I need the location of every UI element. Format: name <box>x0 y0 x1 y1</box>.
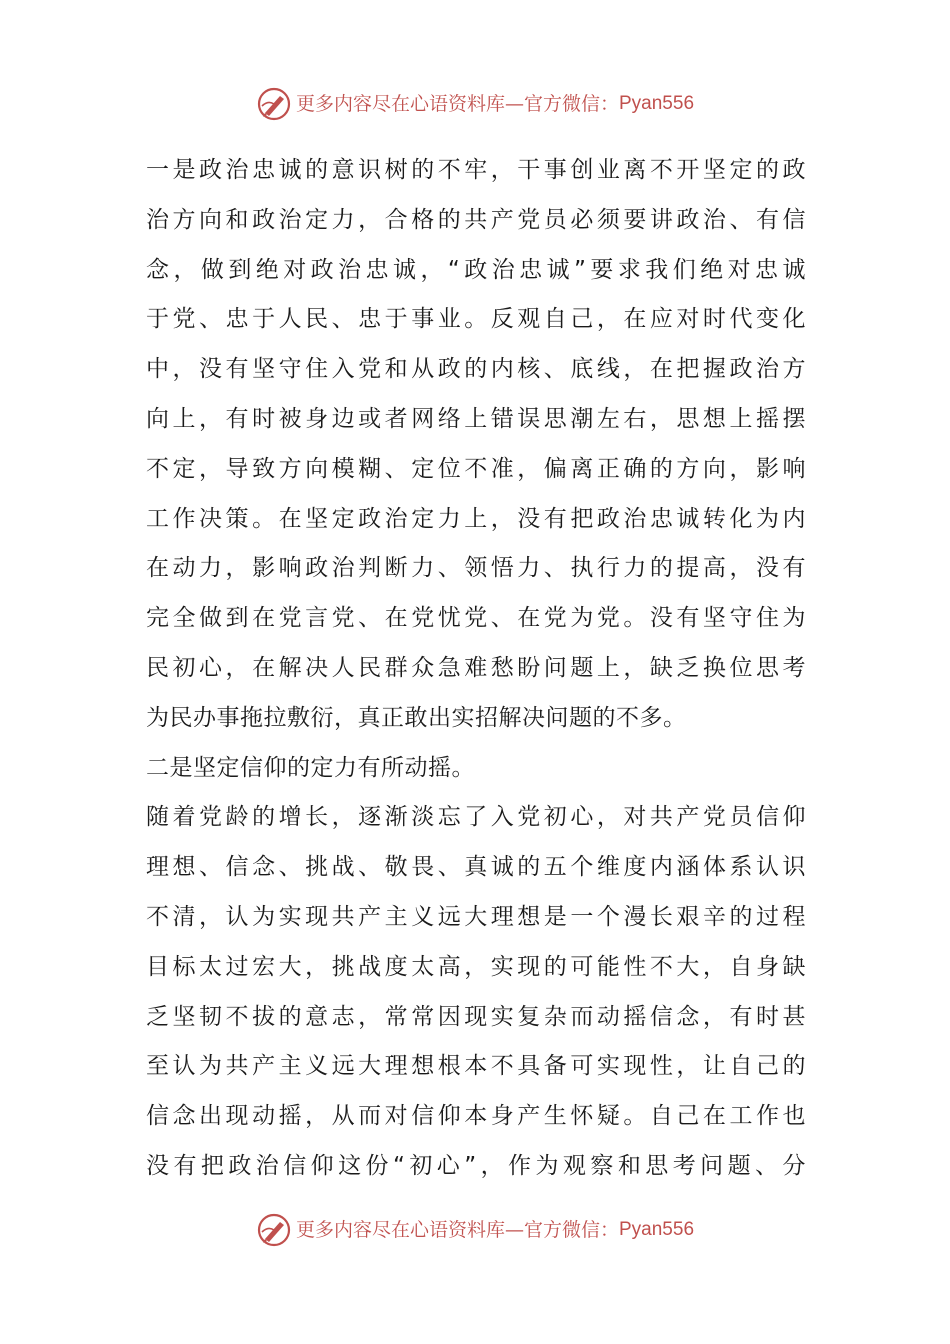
pen-logo-icon <box>256 1212 292 1248</box>
watermark-wechat-label: 官方微信： <box>523 93 619 115</box>
text-line: 念，做到绝对政治忠诚，“政治忠诚”要求我们绝对忠诚 <box>146 256 806 283</box>
watermark-wechat-label: 官方微信： <box>523 1219 619 1241</box>
text-line: 为民办事拖拉敷衍，真正敢出实招解决问题的不多。 <box>146 704 687 731</box>
text-line: 目标太过宏大，挑战度太高，实现的可能性不大，自身缺 <box>146 953 806 980</box>
watermark-wechat-id: Pyan556 <box>619 93 695 114</box>
watermark-wechat-id: Pyan556 <box>619 1219 695 1240</box>
watermark-main-text: 更多内容尽在心语资料库 <box>295 93 505 115</box>
text-line: 乏坚韧不拔的意志，常常因现实复杂而动摇信念，有时甚 <box>146 1003 806 1030</box>
body-text <box>146 146 806 1192</box>
section-heading: 二是坚定信仰的定力有所动摇。 <box>146 754 475 781</box>
pen-logo-icon <box>256 86 292 122</box>
text-line: 没有把政治信仰这份“初心”，作为观察和思考问题、分 <box>146 1152 806 1179</box>
text-line: 理想、信念、挑战、敬畏、真诚的五个维度内涵体系认识 <box>146 854 806 881</box>
text-line: 不清，认为实现共产主义远大理想是一个漫长艰辛的过程 <box>146 903 806 930</box>
watermark-dash: — <box>504 93 524 115</box>
watermark-main-text: 更多内容尽在心语资料库 <box>295 1219 505 1241</box>
text-line: 在动力，影响政治判断力、领悟力、执行力的提高，没有 <box>146 555 806 582</box>
header-watermark <box>0 84 950 124</box>
text-line: 不定，导致方向模糊、定位不准，偏离正确的方向，影响 <box>146 455 806 482</box>
text-line: 中，没有坚守住入党和从政的内核、底线，在把握政治方 <box>146 356 806 383</box>
text-line: 信念出现动摇，从而对信仰本身产生怀疑。自己在工作也 <box>146 1103 806 1130</box>
text-line: 完全做到在党言党、在党忧党、在党为党。没有坚守住为 <box>146 605 806 632</box>
text-line: 治方向和政治定力，合格的共产党员必须要讲政治、有信 <box>146 206 806 233</box>
text-line: 工作决策。在坚定政治定力上，没有把政治忠诚转化为内 <box>146 505 806 532</box>
text-line: 一是政治忠诚的意识树的不牢，干事创业离不开坚定的政 <box>146 157 806 183</box>
text-line: 至认为共产主义远大理想根本不具备可实现性，让自己的 <box>146 1053 806 1080</box>
watermark-dash: — <box>504 1219 524 1241</box>
text-line: 于党、忠于人民、忠于事业。反观自己，在应对时代变化 <box>146 306 806 333</box>
footer-watermark <box>0 1210 950 1250</box>
text-line: 随着党龄的增长，逐渐淡忘了入党初心，对共产党员信仰 <box>146 804 806 831</box>
text-line: 民初心，在解决人民群众急难愁盼问题上，缺乏换位思考 <box>146 654 806 681</box>
text-line: 向上，有时被身边或者网络上错误思潮左右，思想上摇摆 <box>146 405 806 432</box>
